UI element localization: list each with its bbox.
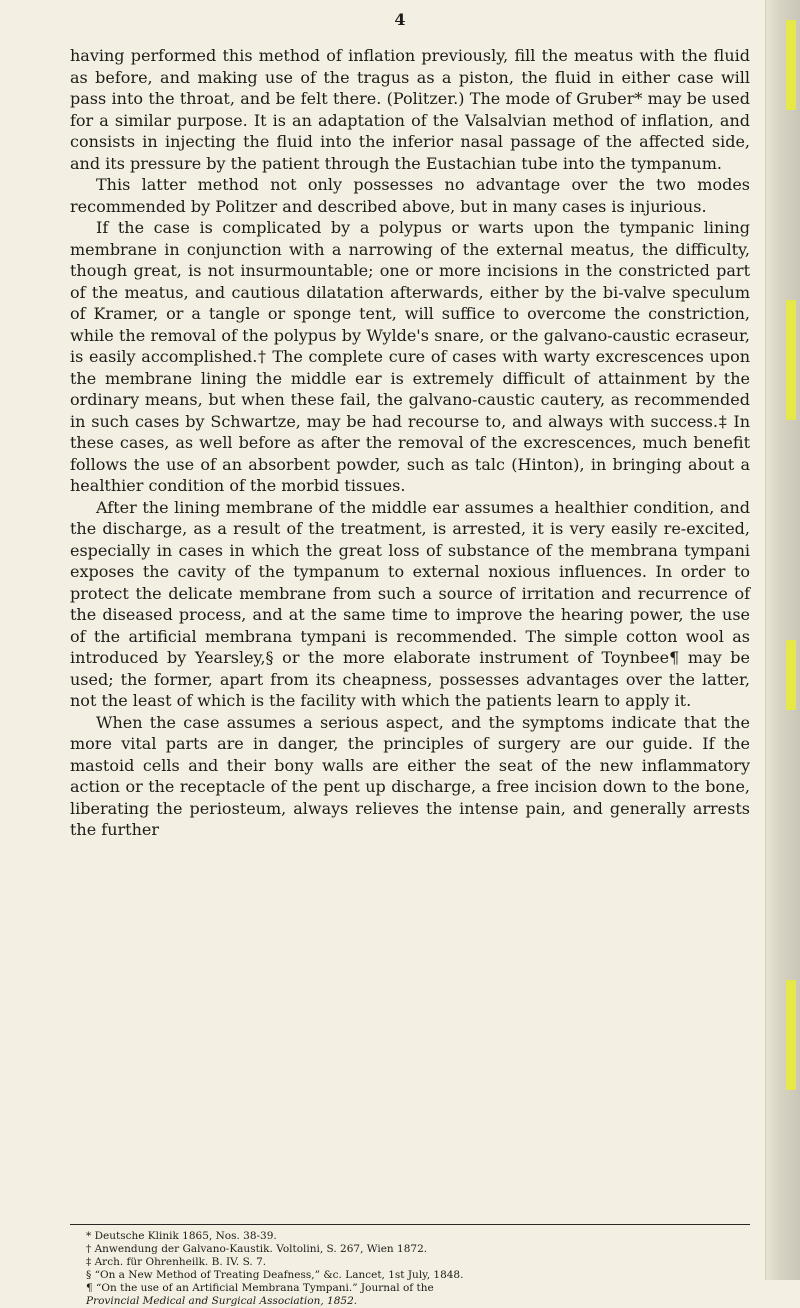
footnotes [86, 1230, 750, 1308]
footnote: Provincial Medical and Surgical Association, 1852. [86, 1295, 358, 1307]
paragraph: After the lining membrane of the middle ear assumes a healthier condition, and the discharge, as a result of the treatment, is arrested, it is very easily re-excited, especially in cases in which the great loss of substance of the membrana tympani exposes the cavity of the tympanum to external noxious influences. In order to protect the delicate membrane from such a source of irritation and recurrence of the diseased process, and at the same time to improve the hearing power, the use of the artificial membrana tympani is recommended. The simple cotton wool as introduced by Yearsley,§ or the more elaborate instrument of Toynbee¶ may be used; the former, apart from its cheapness, possesses advantages over the latter, not the least of which is the facility with which the patients learn to apply it. [70, 497, 750, 710]
footnote: ‡ Arch. für Ohrenheilk. B. IV. S. 7. [86, 1256, 267, 1268]
footnote: * Deutsche Klinik 1865, Nos. 38-39. [86, 1230, 277, 1242]
body-text [70, 45, 750, 841]
page-edge [765, 0, 800, 1280]
footnote: ¶ “On the use of an Artificial Membrana Tympani.” Journal of the [86, 1282, 434, 1294]
footnote: § “On a New Method of Treating Deafness,” &c. Lancet, 1st July, 1848. [86, 1269, 464, 1281]
footnote: † Anwendung der Galvano-Kaustik. Voltolini, S. 267, Wien 1872. [86, 1243, 428, 1255]
edge-tab [786, 300, 796, 420]
edge-tab [786, 640, 796, 710]
page-number: 4 [394, 10, 406, 29]
edge-tab [786, 980, 796, 1090]
paragraph: If the case is complicated by a polypus or warts upon the tympanic lining membrane in conjunction with a narrowing of the external meatus, the difficulty, though great, is not insurmountable; one or more incisions in the constricted part of the meatus, and cautious dilatation afterwards, either by the bi-valve speculum of Kramer, or a tangle or sponge tent, will suffice to overcome the constriction, while the removal of the polypus by Wylde's snare, or the galvano-caustic ecraseur, is easily accomplished.† The complete cure of cases with warty excrescences upon the membrane lining the middle ear is extremely difficult of attainment by the ordinary means, but when these fail, the galvano-caustic cautery, as recommended in such cases by Schwartze, may be had recourse to, and always with success.‡ In these cases, as well before as after the removal of the excrescences, much benefit follows the use of an absorbent powder, such as talc (Hinton), in bringing about a healthier condition of the morbid tissues. [70, 218, 750, 495]
footnote-rule [70, 1224, 750, 1225]
paragraph: having performed this method of inflation previously, fill the meatus with the fluid as before, and making use of the tragus as a piston, the fluid in either case will pass into the throat, and be felt there. (Politzer.) The mode of Gruber* may be used for a similar purpose. It is an adaptation of the Valsalvian method of inflation, and consists in injecting the fluid into the inferior nasal passage of the affected side, and its pressure by the patient through the Eustachian tube into the tympanum. [70, 46, 750, 173]
paragraph: This latter method not only possesses no advantage over the two modes recommended by Politzer and described above, but in many cases is injurious. [70, 175, 750, 216]
paragraph: When the case assumes a serious aspect, and the symptoms indicate that the more vital parts are in danger, the principles of surgery are our guide. If the mastoid cells and their bony walls are either the seat of the new inflammatory action or the receptacle of the pent up discharge, a free incision down to the bone, liberating the periosteum, always relieves the intense pain, and generally arrests the further [70, 712, 750, 839]
edge-tab [786, 20, 796, 110]
